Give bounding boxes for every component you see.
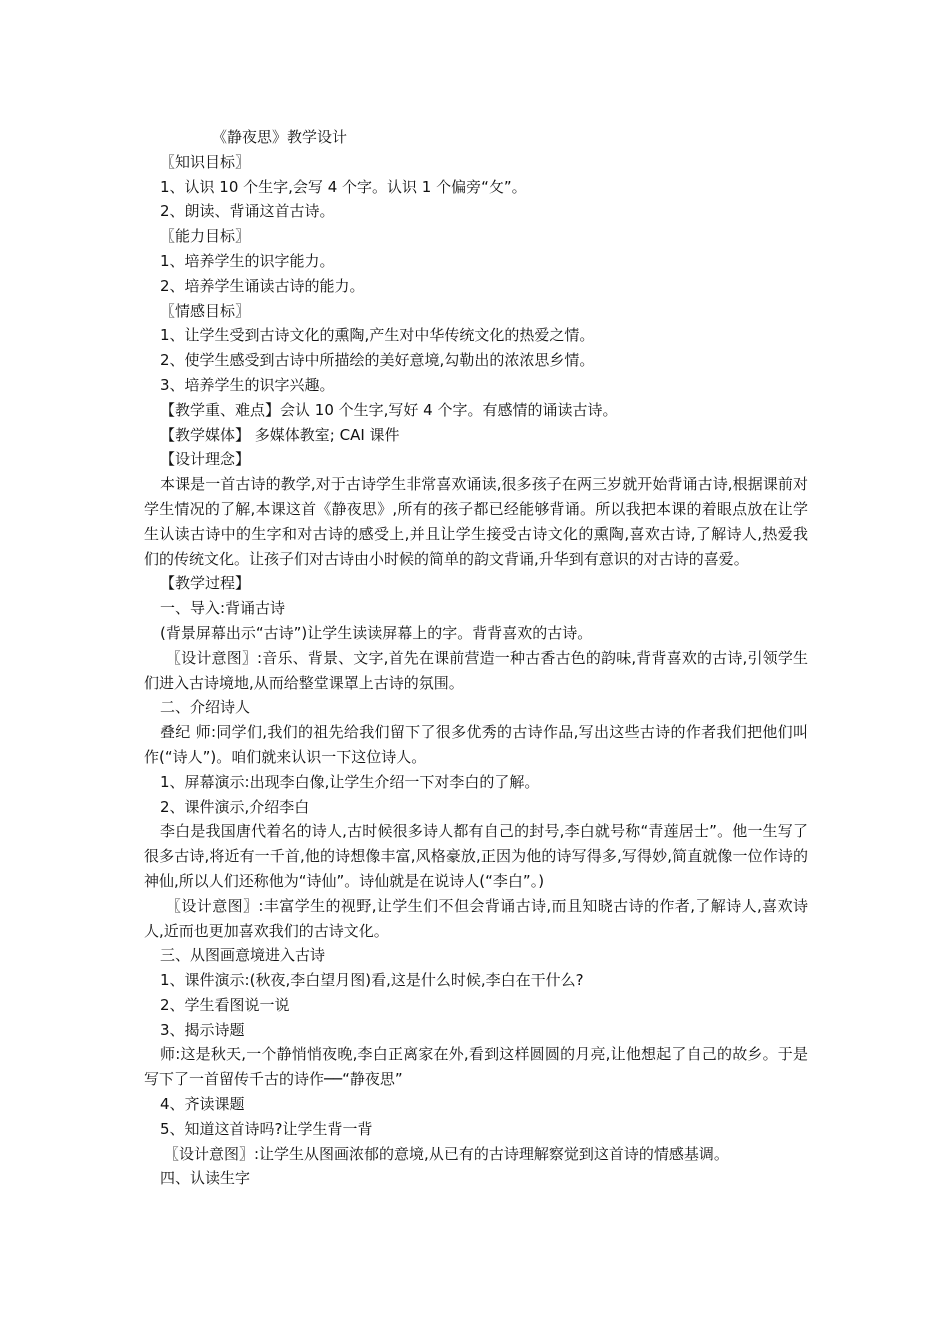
media: 【教学媒体】 多媒体教室; CAI 课件 <box>160 425 400 444</box>
knowledge-item-1: 1、认识 10 个生字,会写 4 个字。认识 1 个偏旁“攵”。 <box>160 177 527 196</box>
section-1-line: (背景屏幕出示“古诗”)让学生读读屏幕上的字。背背喜欢的古诗。 <box>160 623 593 642</box>
document-title: 《静夜思》教学设计 <box>212 128 348 146</box>
section-1-heading: 一、导入:背诵古诗 <box>160 599 286 618</box>
section-3-teacher: 师:这是秋天,一个静悄悄夜晚,李白正离家在外,看到这样圆圆的月亮,让他想起了自己的故乡。于是写下了一首留传千古的诗作──“静夜思” <box>144 1045 808 1089</box>
emotion-item-3: 3、培养学生的识字兴趣。 <box>160 375 335 394</box>
section-2-paragraph: 叠纪 师:同学们,我们的祖先给我们留下了很多优秀的古诗作品,写出这些古诗的作者我们把他们叫作(“诗人”)。咱们就来认识一下这位诗人。 <box>144 723 808 766</box>
section-4-heading: 四、认读生字 <box>160 1169 251 1188</box>
section-2-intent: 〖设计意图〗:丰富学生的视野,让学生们不但会背诵古诗,而且知晓古诗的作者,了解诗人,喜欢诗人,近而也更加喜欢我们的古诗文化。 <box>144 896 808 940</box>
knowledge-item-2: 2、朗读、背诵这首古诗。 <box>160 202 335 221</box>
libai-intro: 李白是我国唐代着名的诗人,古时候很多诗人都有自己的封号,李白就号称“青莲居士”。他一生写了很多古诗,将近有一千首,他的诗想像丰富,风格豪放,正因为他的诗写得多,写得妙,简直就像一位作诗的神仙,所以人们还称他为“诗仙”。诗仙就是在说诗人(“李白”。) <box>144 822 808 890</box>
concept-text: 本课是一首古诗的教学,对于古诗学生非常喜欢诵读,很多孩子在两三岁就开始背诵古诗,根据课前对学生情况的了解,本课这首《静夜思》,所有的孩子都已经能够背诵。所以我把本课的着眼点放在让学生认读古诗中的生字和对古诗的感受上,并且让学生接受古诗文化的熏陶,喜欢古诗,了解诗人,热爱我们的传统文化。让孩子们对古诗由小时候的简单的韵文背诵,升华到有意识的对古诗的喜爱。 <box>144 475 808 568</box>
process-heading: 【教学过程】 <box>160 574 251 593</box>
section-3-item-5: 5、知道这首诗吗?让学生背一背 <box>160 1119 373 1138</box>
section-2-heading: 二、介绍诗人 <box>160 698 251 717</box>
ability-item-2: 2、培养学生诵读古诗的能力。 <box>160 276 365 295</box>
document-body <box>144 125 808 1191</box>
section-3-intent: 〖设计意图〗:让学生从图画浓郁的意境,从已有的古诗理解察觉到这首诗的情感基调。 <box>164 1144 729 1163</box>
section-2-item-1: 1、屏幕演示:出现李白像,让学生介绍一下对李白的了解。 <box>160 772 540 791</box>
emotion-heading: 〖情感目标〗 <box>160 301 251 320</box>
ability-heading: 〖能力目标〗 <box>160 227 251 246</box>
emotion-item-1: 1、让学生受到古诗文化的熏陶,产生对中华传统文化的热爱之情。 <box>160 326 595 345</box>
emotion-item-2: 2、使学生感受到古诗中所描绘的美好意境,勾勒出的浓浓思乡情。 <box>160 351 595 370</box>
section-1-intent: 〖设计意图〗:音乐、背景、文字,首先在课前营造一种古香古色的韵味,背背喜欢的古诗,引领学生们进入古诗境地,从而给整堂课罩上古诗的氛围。 <box>144 648 808 692</box>
section-3-heading: 三、从图画意境进入古诗 <box>160 946 326 965</box>
section-3-item-1: 1、课件演示:(秋夜,李白望月图)看,这是什么时候,李白在干什么? <box>160 971 584 990</box>
key-points: 【教学重、难点】会认 10 个生字,写好 4 个字。有感情的诵读古诗。 <box>160 400 618 419</box>
section-2-item-2: 2、课件演示,介绍李白 <box>160 797 310 816</box>
section-3-item-2: 2、学生看图说一说 <box>160 995 290 1014</box>
knowledge-heading: 〖知识目标〗 <box>160 152 251 171</box>
concept-heading: 【设计理念】 <box>160 450 251 469</box>
ability-item-1: 1、培养学生的识字能力。 <box>160 251 335 270</box>
section-3-item-4: 4、齐读课题 <box>160 1095 245 1114</box>
section-3-item-3: 3、揭示诗题 <box>160 1020 245 1039</box>
